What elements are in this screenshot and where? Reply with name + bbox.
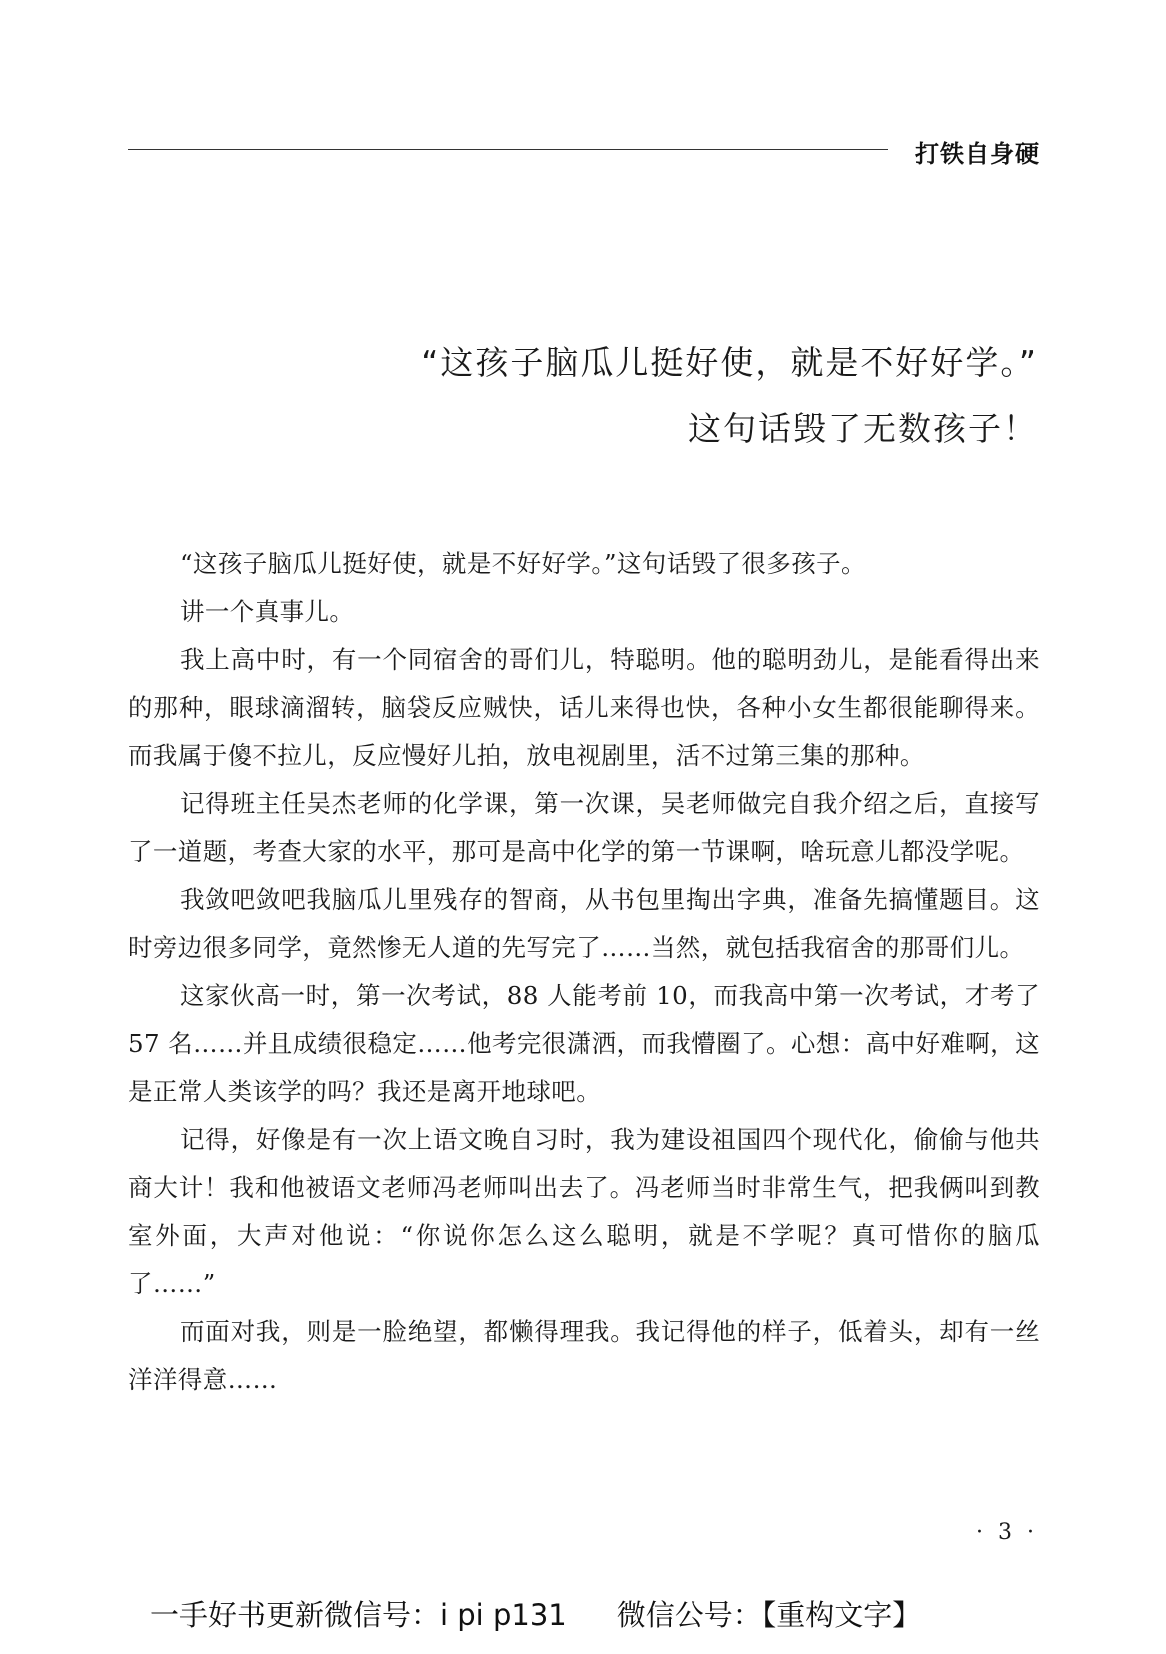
header-rule [128,149,888,150]
body-text [128,540,1040,1404]
chapter-title-line-1: “这孩子脑瓜儿挺好使，就是不好好学。” [421,343,1038,382]
paragraph: 而面对我，则是一脸绝望，都懒得理我。我记得他的样子，低着头，却有一丝洋洋得意…… [128,1317,1040,1394]
paragraph: 我敛吧敛吧我脑瓜儿里残存的智商，从书包里掏出字典，准备先搞懂题目。这时旁边很多同学，竟然惨无人道的先写完了……当然，就包括我宿舍的那哥们儿。 [128,885,1040,962]
footer-official-account: 微信公号：【重构文字】 [616,1598,922,1632]
paragraph: “这孩子脑瓜儿挺好使，就是不好好学。”这句话毁了很多孩子。 [180,549,866,578]
footer-wechat-id: 一手好书更新微信号：i pi p131 [150,1598,567,1632]
chapter-heading [421,330,1038,462]
paragraph: 这家伙高一时，第一次考试，88 人能考前 10，而我高中第一次考试，才考了 57 名……并且成绩很稳定……他考完很潇洒，而我懵圈了。心想：高中好难啊，这是正常人类该学的吗？我还是离开地球吧。 [128,981,1040,1106]
running-title: 打铁自身硬 [915,140,1040,168]
chapter-title-line-2: 这句话毁了无数孩子！ [688,409,1038,448]
paragraph: 记得，好像是有一次上语文晚自习时，我为建设祖国四个现代化，偷偷与他共商大计！我和他被语文老师冯老师叫出去了。冯老师当时非常生气，把我俩叫到教室外面，大声对他说：“你说你怎么这么聪明，就是不学呢？真可惜你的脑瓜了……” [128,1125,1040,1298]
footer-watermark [150,1593,921,1634]
paragraph: 记得班主任吴杰老师的化学课，第一次课，吴老师做完自我介绍之后，直接写了一道题，考查大家的水平，那可是高中化学的第一节课啊，啥玩意儿都没学呢。 [128,789,1040,866]
paragraph: 讲一个真事儿。 [180,597,355,626]
page-number: · 3 · [976,1520,1038,1545]
running-head [128,130,1040,170]
paragraph: 我上高中时，有一个同宿舍的哥们儿，特聪明。他的聪明劲儿，是能看得出来的那种，眼球滴溜转，脑袋反应贼快，话儿来得也快，各种小女生都很能聊得来。而我属于傻不拉儿，反应慢好儿拍，放电视剧里，活不过第三集的那种。 [128,645,1040,770]
